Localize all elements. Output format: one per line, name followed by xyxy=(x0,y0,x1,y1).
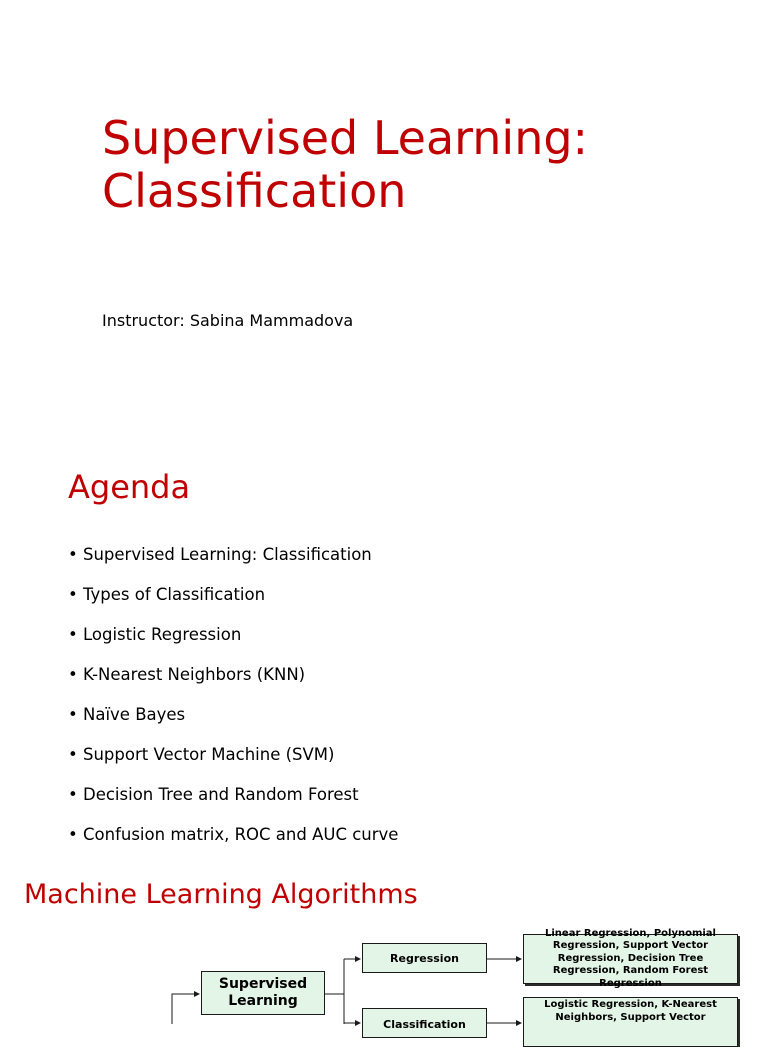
bullet-icon: • xyxy=(68,745,78,764)
agenda-item-text: Types of Classification xyxy=(83,585,266,604)
slide-title-line-2: Classification xyxy=(102,164,407,218)
slide-title xyxy=(102,112,588,218)
list-item xyxy=(68,663,398,703)
list-item xyxy=(68,543,398,583)
bullet-icon: • xyxy=(68,785,78,804)
regression-algorithms-node: Linear Regression, Polynomial Regression, Support Vector Regression, Decision Tree Regression, Random Forest Regression xyxy=(523,934,738,984)
supervised-learning-node: Supervised Learning xyxy=(201,971,325,1015)
bullet-icon: • xyxy=(68,665,78,684)
bullet-icon: • xyxy=(68,825,78,844)
agenda-slide xyxy=(0,430,768,855)
agenda-list xyxy=(68,543,398,863)
agenda-item-text: Logistic Regression xyxy=(83,625,242,644)
regression-node: Regression xyxy=(362,943,487,973)
connector-in xyxy=(172,994,199,1024)
bullet-icon: • xyxy=(68,585,78,604)
bullet-icon: • xyxy=(68,705,78,724)
agenda-item-text: Support Vector Machine (SVM) xyxy=(83,745,335,764)
agenda-item-text: Supervised Learning: Classification xyxy=(83,545,372,564)
list-item xyxy=(68,743,398,783)
classification-node: Classification xyxy=(362,1008,487,1038)
agenda-item-text: K-Nearest Neighbors (KNN) xyxy=(83,665,306,684)
list-item xyxy=(68,703,398,743)
agenda-item-text: Confusion matrix, ROC and AUC curve xyxy=(83,825,399,844)
agenda-item-text: Decision Tree and Random Forest xyxy=(83,785,359,804)
ml-algorithms-title: Machine Learning Algorithms xyxy=(24,879,418,910)
list-item xyxy=(68,583,398,623)
agenda-item-text: Naïve Bayes xyxy=(83,705,186,724)
list-item xyxy=(68,623,398,663)
bullet-icon: • xyxy=(68,625,78,644)
bullet-icon: • xyxy=(68,545,78,564)
agenda-title: Agenda xyxy=(68,468,191,506)
instructor-text: Instructor: Sabina Mammadova xyxy=(102,311,354,330)
classification-algorithms-node: Logistic Regression, K-Nearest Neighbors, Support Vector xyxy=(523,997,738,1047)
slide-title-line-1: Supervised Learning: xyxy=(102,111,589,165)
title-slide xyxy=(0,0,768,430)
ml-algorithms-slide xyxy=(0,855,768,1031)
list-item xyxy=(68,783,398,823)
